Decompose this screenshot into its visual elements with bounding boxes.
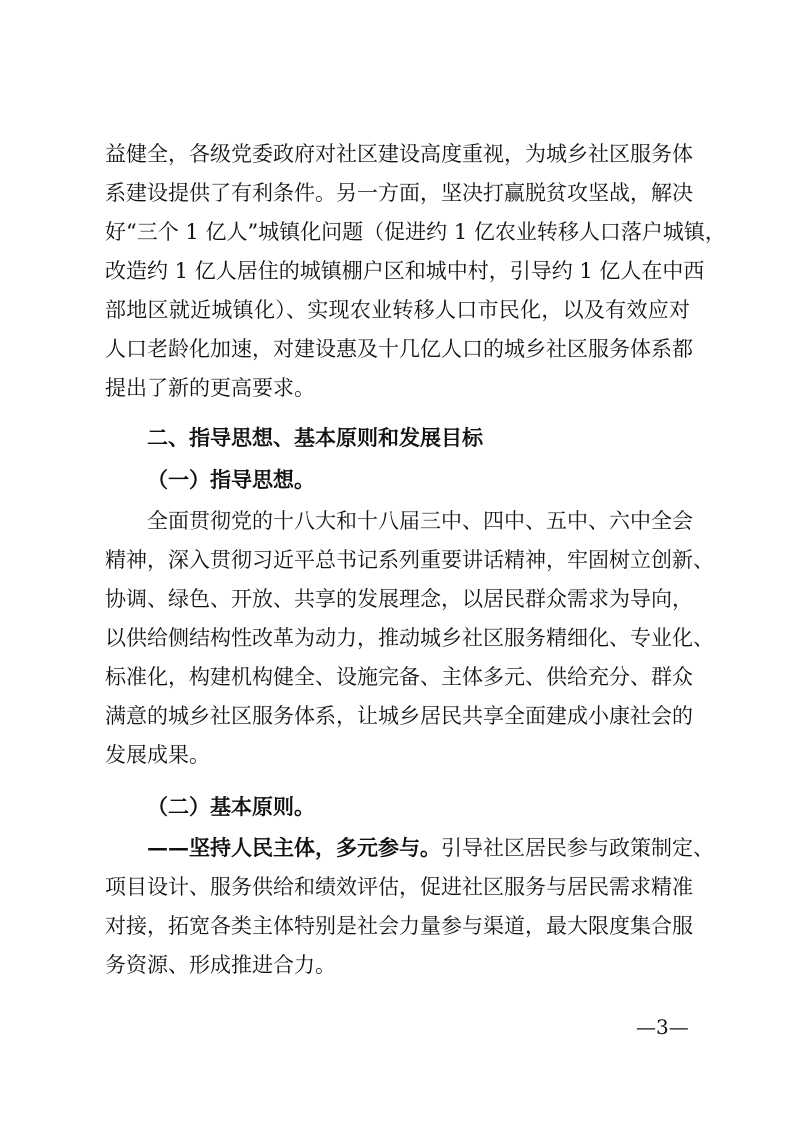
subsection-heading: （二）基本原则。 [147,794,315,819]
paragraph-line: 全面贯彻党的十八大和十八届三中、四中、五中、六中全会 [147,509,693,533]
paragraph-line: 益健全，各级党委政府对社区建设高度重视，为城乡社区服务体 [105,142,693,166]
paragraph-line: 发展成果。 [105,743,210,767]
paragraph-line: 改造约 1 亿人居住的城镇棚户区和城中村，引导约 1 亿人在中西 [105,259,705,283]
paragraph-line: 以供给侧结构性改革为动力，推动城乡社区服务精细化、专业化、 [105,626,714,650]
paragraph-line: 协调、绿色、开放、共享的发展理念，以居民群众需求为导向， [105,587,693,611]
paragraph-line: 标准化，构建机构健全、设施完备、主体多元、供给充分、群众 [105,665,693,689]
subsection-heading: （一）指导思想。 [147,467,315,492]
paragraph-line: 务资源、形成推进合力。 [105,953,336,977]
paragraph-line: 部地区就近城镇化）、实现农业转移人口市民化，以及有效应对 [105,298,690,322]
paragraph-line: 好“三个 1 亿人”城镇化问题（促进约 1 亿农业转移人口落户城镇， [105,220,726,244]
paragraph-line: 满意的城乡社区服务体系，让城乡居民共享全面建成小康社会的 [105,704,693,728]
principle-first-line [147,834,714,862]
paragraph-line: 项目设计、服务供给和绩效评估，促进社区服务与居民需求精准 [105,875,693,899]
paragraph-line: 人口老龄化加速，对建设惠及十几亿人口的城乡社区服务体系都 [105,337,693,361]
paragraph-line: 提出了新的更高要求。 [105,376,315,400]
section-heading: 二、指导思想、基本原则和发展目标 [147,426,483,450]
paragraph-line: 对接，拓宽各类主体特别是社会力量参与渠道，最大限度集合服 [105,914,693,938]
principle-title: ——坚持人民主体，多元参与。 [147,835,441,860]
paragraph-line: 系建设提供了有利条件。另一方面，坚决打赢脱贫攻坚战，解决 [105,181,693,205]
principle-text: 引导社区居民参与政策制定、 [441,836,714,860]
page-number: —3— [636,1015,689,1039]
paragraph-line: 精神，深入贯彻习近平总书记系列重要讲话精神，牢固树立创新、 [105,548,714,572]
